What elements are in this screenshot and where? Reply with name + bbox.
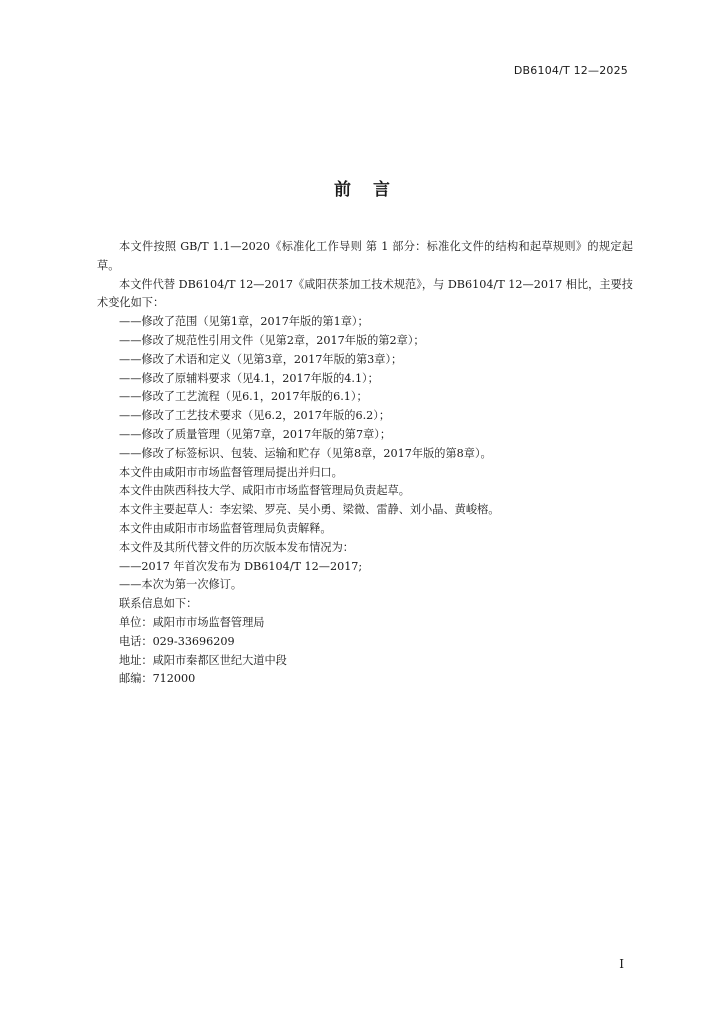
change-item: ——修改了原辅料要求（见4.1，2017年版的4.1）； <box>119 371 379 385</box>
change-item: ——修改了规范性引用文件（见第2章，2017年版的第2章）； <box>119 333 425 347</box>
contact-address: 地址：咸阳市秦都区世纪大道中段 <box>119 653 287 667</box>
statement-line: 本文件主要起草人：李宏梁、罗亮、吴小勇、梁微、雷静、刘小晶、黄峻榕。 <box>119 503 500 517</box>
change-item: ——修改了标签标识、包装、运输和贮存（见第8章，2017年版的第8章）。 <box>119 446 492 460</box>
history-item: ——本次为第一次修订。 <box>119 578 243 592</box>
contact-unit: 单位：咸阳市市场监督管理局 <box>119 615 265 629</box>
document-body <box>97 238 633 689</box>
statement-line: 本文件由咸阳市市场监督管理局负责解释。 <box>119 521 332 535</box>
change-item: ——修改了质量管理（见第7章，2017年版的第7章）； <box>119 427 392 441</box>
contact-heading: 联系信息如下： <box>119 597 198 611</box>
contact-postcode: 邮编：712000 <box>119 672 196 686</box>
document-code: DB6104/T 12—2025 <box>513 64 628 77</box>
contact-info <box>97 595 633 689</box>
statement-line: 本文件及其所代替文件的历次版本发布情况为： <box>119 540 354 554</box>
history-item: ——2017 年首次发布为 DB6104/T 12—2017; <box>119 559 363 573</box>
history-list <box>97 558 633 596</box>
change-item: ——修改了范围（见第1章，2017年版的第1章）； <box>119 315 369 329</box>
page-title: 前言 <box>334 180 412 200</box>
statement-line: 本文件由陕西科技大学、咸阳市市场监督管理局负责起草。 <box>119 484 410 498</box>
changes-list <box>97 313 633 463</box>
statements-list <box>97 464 633 558</box>
page-number: I <box>619 957 624 971</box>
contact-phone: 电话：029-33696209 <box>119 634 235 648</box>
statement-line: 本文件由咸阳市市场监督管理局提出并归口。 <box>119 465 343 479</box>
intro-paragraph-1: 本文件按照 GB/T 1.1—2020《标准化工作导则 第 1 部分：标准化文件的结构和起草规则》的规定起草。 <box>97 240 633 272</box>
change-item: ——修改了工艺流程（见6.1，2017年版的6.1）； <box>119 390 368 404</box>
change-item: ——修改了工艺技术要求（见6.2，2017年版的6.2）； <box>119 409 391 423</box>
intro-paragraph-2: 本文件代替 DB6104/T 12—2017《咸阳茯茶加工技术规范》，与 DB6104/T 12—2017 相比，主要技术变化如下： <box>97 277 633 310</box>
change-item: ——修改了术语和定义（见第3章，2017年版的第3章）； <box>119 352 403 366</box>
